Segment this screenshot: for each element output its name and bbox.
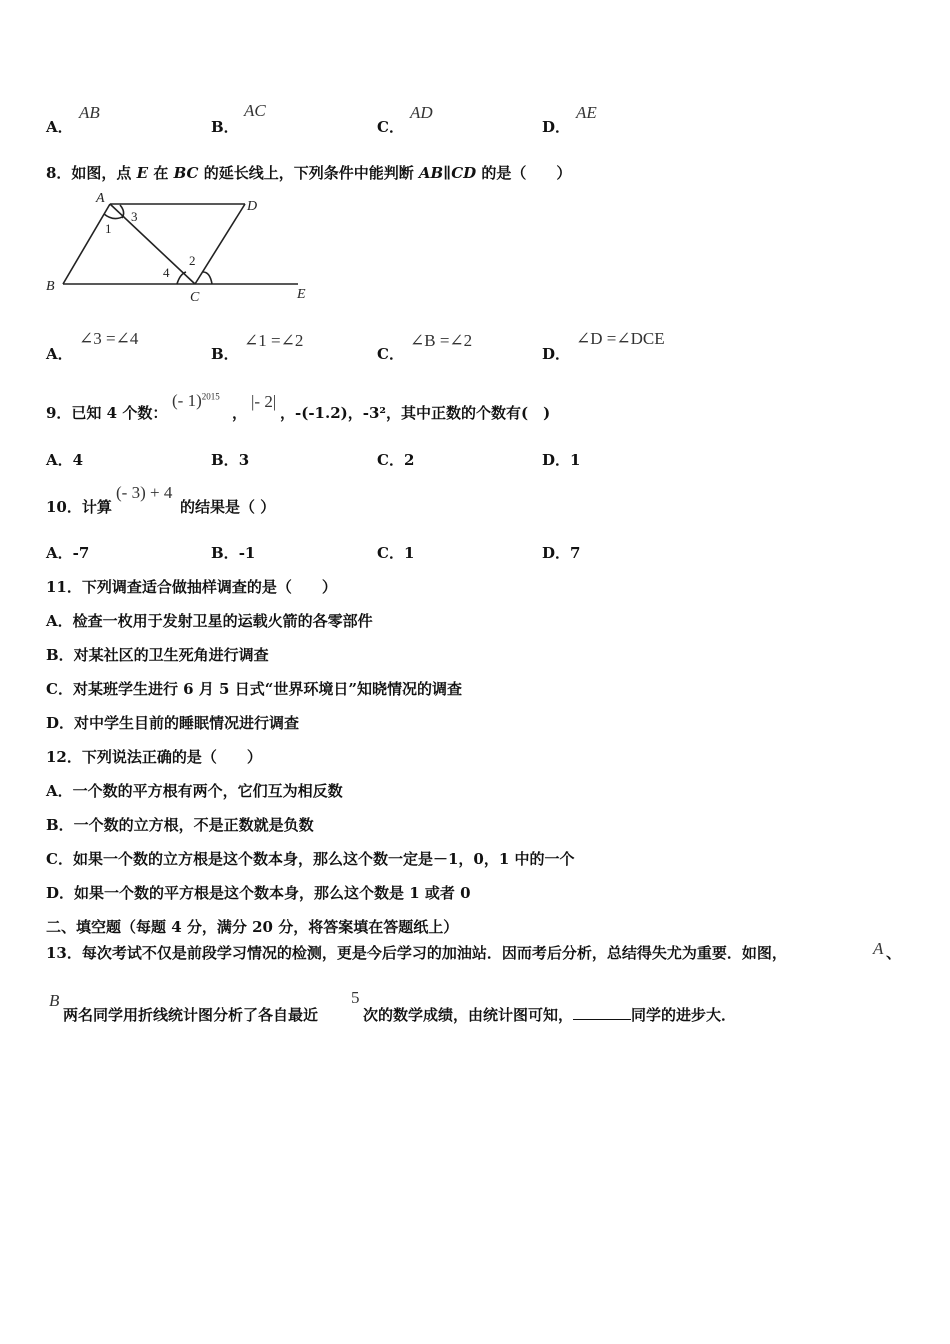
option-letter: A． — [46, 544, 73, 562]
q9-option-c — [377, 449, 414, 470]
q9-expr2: |- 2| — [251, 392, 277, 411]
q13-separator: 、 — [886, 944, 902, 962]
q8-stem-part: 的是（ ） — [476, 164, 572, 182]
angle-3-label: 3 — [131, 209, 138, 224]
q9-comma: ， — [232, 404, 248, 422]
q10-option-a — [46, 542, 89, 563]
q10-option-c — [377, 542, 414, 563]
option-letter: C． — [377, 451, 404, 469]
option-text: -1 — [238, 544, 256, 562]
q8-option-b-math: ∠1 =∠2 — [244, 331, 304, 350]
q7-option-d-math: AE — [576, 103, 597, 122]
q8-stem-part: 的延长线上，下列条件中能判断 — [198, 164, 419, 182]
q8-option-d: D． — [542, 345, 571, 363]
label-c: C — [190, 290, 200, 305]
option-letter: C． — [377, 544, 404, 562]
option-letter: A． — [46, 118, 73, 136]
label-b: B — [46, 279, 55, 294]
q12-option-b: B．一个数的立方根，不是正数就是负数 — [46, 816, 314, 834]
q12-option-d: D．如果一个数的平方根是这个数本身，那么这个数是 1 或者 0 — [46, 884, 471, 902]
q7-option-a — [46, 116, 73, 137]
q9-option-b — [211, 449, 249, 470]
q9-option-d — [542, 449, 580, 470]
q7-option-d — [542, 116, 570, 137]
label-a: A — [96, 191, 105, 206]
q9-stem-b: ，-(-1.2)，-3²，其中正数的个数有( ) — [280, 404, 551, 422]
q8-segment-ab: AB — [418, 164, 444, 182]
option-letter: D． — [542, 451, 571, 469]
option-text: -7 — [72, 544, 90, 562]
option-text: 7 — [570, 544, 581, 562]
option-letter: B． — [211, 544, 239, 562]
angle-4-label: 4 — [163, 265, 170, 280]
angle-2-arc — [203, 272, 212, 284]
angle-1-label: 1 — [105, 221, 112, 236]
q8-segment-cd: CD — [451, 164, 477, 182]
q9-expr1-base: (- 1) — [172, 391, 202, 410]
q8-stem-part: 在 — [148, 164, 174, 182]
q8-option-d-math: ∠D =∠DCE — [576, 329, 665, 348]
segment-ab — [63, 204, 110, 284]
q7-option-b-math: AC — [244, 101, 266, 120]
q7-option-b — [211, 116, 239, 137]
q8-stem — [46, 162, 571, 183]
q12-option-a: A．一个数的平方根有两个，它们互为相反数 — [46, 782, 343, 800]
option-text: 1 — [403, 544, 415, 562]
q12-stem: 12．下列说法正确的是（ ） — [46, 748, 262, 766]
segment-cd — [195, 204, 245, 284]
option-letter: C． — [377, 118, 404, 136]
q8-option-c-math: ∠B =∠2 — [410, 331, 473, 350]
q13-line2a: 两名同学用折线统计图分析了各自最近 — [63, 1006, 319, 1024]
q7-option-c-math: AD — [410, 103, 433, 122]
q8-option-a: A． — [46, 345, 73, 363]
q13-line1: 13．每次考试不仅是前段学习情况的检测，更是今后学习的加油站．因而考后分析，总结得失尤为重要．如图， — [46, 944, 787, 962]
q11-option-c: C．对某班学生进行 6 月 5 日式“世界环境日”知晓情况的调查 — [46, 680, 462, 698]
q9-expr1 — [172, 391, 220, 411]
q10-expr: (- 3) + 4 — [116, 483, 173, 502]
q11-option-b: B．对某社区的卫生死角进行调查 — [46, 646, 269, 664]
section-heading-fill-in: 二、填空题（每题 4 分，满分 20 分，将答案填在答题纸上） — [46, 918, 459, 936]
option-letter: B． — [211, 118, 239, 136]
q11-option-d: D．对中学生目前的睡眠情况进行调查 — [46, 714, 300, 732]
q13-student-a: A — [873, 939, 884, 958]
q10-option-b — [211, 542, 255, 563]
q8-geometry-figure — [40, 188, 330, 306]
option-text: 1 — [570, 451, 581, 469]
q12-option-c: C．如果一个数的立方根是这个数本身，那么这个数一定是－1，0，1 中的一个 — [46, 850, 575, 868]
q13-line2b-text: 次的数学成绩，由统计图可知， — [363, 1006, 574, 1024]
q8-option-a-math: ∠3 =∠4 — [79, 329, 139, 348]
q8-point-e: E — [136, 164, 149, 182]
q8-segment-bc: BC — [173, 164, 199, 182]
label-d: D — [247, 199, 258, 214]
q8-stem-part: 8．如图，点 — [46, 164, 137, 182]
q7-option-c — [377, 116, 404, 137]
label-e: E — [297, 287, 306, 302]
q11-option-a: A．检查一枚用于发射卫星的运载火箭的各零部件 — [46, 612, 373, 630]
angle-2-label: 2 — [189, 253, 196, 268]
q8-option-c: C． — [377, 345, 404, 363]
q10-stem-a: 10．计算 — [46, 498, 112, 516]
option-text: 4 — [72, 451, 84, 469]
q9-expr1-exponent: 2015 — [201, 391, 220, 402]
option-letter: D． — [542, 118, 571, 136]
q13-answer-blank[interactable] — [573, 1005, 631, 1020]
q7-option-a-math: AB — [79, 103, 100, 122]
option-text: 2 — [403, 451, 415, 469]
q13-line2b — [363, 1004, 736, 1025]
q8-parallel-symbol: ∥ — [443, 164, 452, 182]
q8-option-b: B． — [211, 345, 239, 363]
q13-student-b: B — [49, 991, 60, 1010]
option-text: 3 — [238, 451, 250, 469]
option-letter: D． — [542, 544, 571, 562]
q13-line2c-text: 同学的进步大． — [631, 1006, 737, 1024]
q11-stem: 11．下列调查适合做抽样调查的是（ ） — [46, 578, 337, 596]
q9-option-a — [46, 449, 83, 470]
option-letter: B． — [211, 451, 239, 469]
option-letter: A． — [46, 451, 73, 469]
q10-stem-b: 的结果是（ ） — [180, 498, 276, 516]
q10-option-d — [542, 542, 580, 563]
q13-count: 5 — [351, 988, 360, 1007]
q9-stem-a: 9．已知 4 个数： — [46, 404, 168, 422]
